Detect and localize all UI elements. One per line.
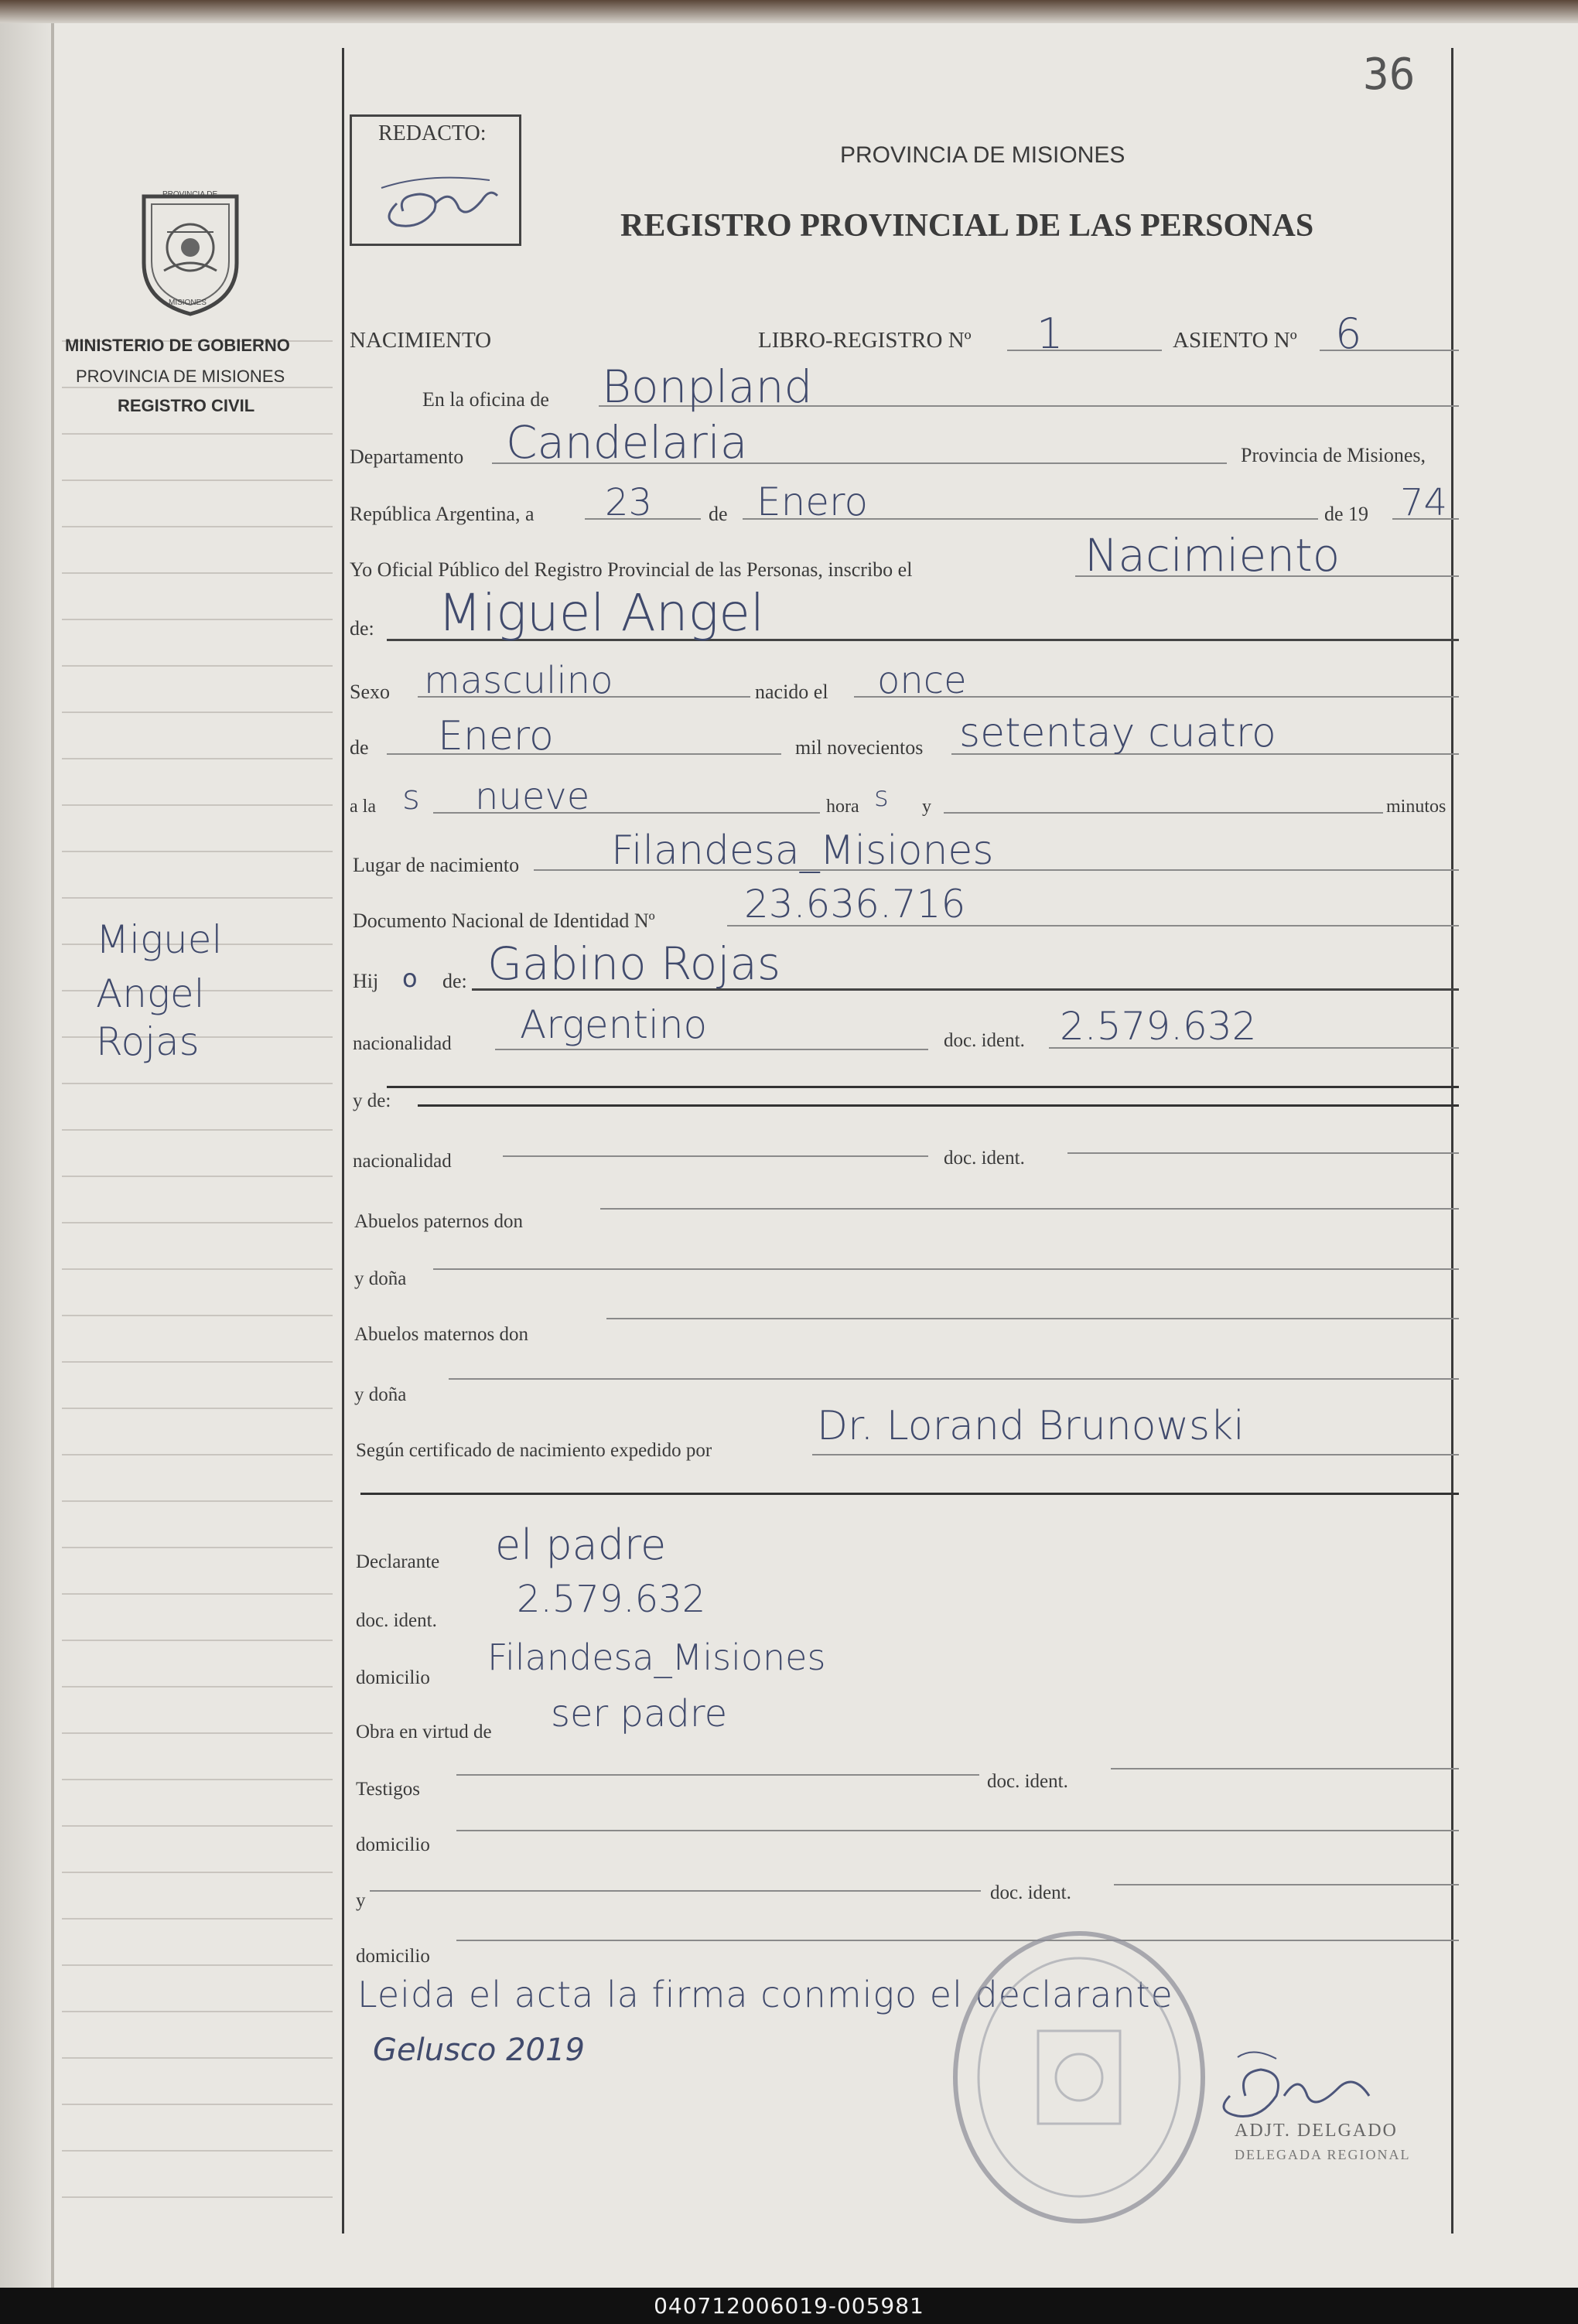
left-column-rule	[342, 48, 344, 2234]
asiento-label: ASIENTO Nº	[1173, 328, 1297, 353]
sidebar-ruled-line	[62, 572, 333, 574]
emblem-top-text: PROVINCIA DE	[162, 190, 218, 199]
ydona1-line	[433, 1268, 1459, 1270]
nacionalidad-label: nacionalidad	[353, 1033, 452, 1054]
father-value: Gabino Rojas	[487, 937, 781, 990]
declarante-doc-value: 2.579.632	[517, 1578, 706, 1621]
domicilio2-line	[456, 1830, 1459, 1831]
docident4-label: doc. ident.	[987, 1771, 1068, 1792]
sexo-label: Sexo	[350, 681, 390, 703]
y2-label: y	[356, 1890, 366, 1911]
sexo-value: masculino	[424, 659, 613, 702]
emblem-icon	[133, 186, 248, 317]
sidebar-ruled-line	[62, 1408, 333, 1409]
docident5-label: doc. ident.	[990, 1882, 1071, 1903]
domicilio2-label: domicilio	[356, 1834, 430, 1855]
redacto-box	[350, 114, 521, 246]
sidebar-ruled-line	[62, 2104, 333, 2105]
mother-line	[418, 1104, 1459, 1107]
oficina-value: Bonpland	[602, 360, 813, 413]
abuelos-mat-line	[606, 1318, 1459, 1319]
ydivider-line	[387, 1086, 1459, 1088]
emblem-bottom-text: MISIONES	[169, 299, 207, 307]
docident-label: doc. ident.	[944, 1030, 1025, 1051]
asiento-value: 6	[1335, 309, 1362, 358]
sidebar-ruled-line	[62, 1454, 333, 1455]
binding-spine	[51, 23, 54, 2288]
sidebar-ruled-line	[62, 1640, 333, 1641]
docident2-label: doc. ident.	[944, 1148, 1025, 1169]
sidebar-ruled-line	[62, 758, 333, 759]
sidebar-ruled-line	[62, 1918, 333, 1920]
domicilio3-label: domicilio	[356, 1946, 430, 1967]
sidebar-ruled-line	[62, 619, 333, 620]
declarante-label: Declarante	[356, 1551, 440, 1572]
sidebar-ruled-line	[62, 1547, 333, 1548]
sidebar-ruled-line	[62, 1500, 333, 1502]
domicilio-label: domicilio	[356, 1667, 430, 1688]
sidebar-ruled-line	[62, 1129, 333, 1131]
abuelos-pat-label: Abuelos paternos don	[354, 1211, 524, 1232]
provincia-label: Provincia de Misiones,	[1241, 444, 1426, 466]
hijo-label: Hij	[353, 970, 379, 992]
abuelos-mat-label: Abuelos maternos don	[354, 1324, 528, 1345]
oficial-label: Yo Oficial Público del Registro Provincial de las Personas, inscribo el	[350, 558, 913, 581]
sidebar-ruled-line	[62, 1779, 333, 1780]
sidebar-ruled-line	[62, 1268, 333, 1270]
margin-name-line1: Miguel	[96, 917, 223, 962]
sidebar-ruled-line	[62, 1222, 333, 1223]
hijo-suffix: o	[402, 964, 418, 993]
de2-label: de	[350, 736, 369, 759]
sidebar-ruled-line	[62, 387, 333, 388]
official-seal-icon	[945, 1923, 1213, 2232]
sidebar-ruled-line	[62, 2057, 333, 2059]
declarante-value: el padre	[495, 1520, 667, 1569]
obra-value: ser padre	[551, 1692, 728, 1735]
name-value: Miguel Angel	[438, 583, 765, 643]
left-margin	[0, 23, 54, 2288]
sidebar-ruled-line	[62, 897, 333, 899]
republica-label: República Argentina, a	[350, 503, 535, 525]
obra-label: Obra en virtud de	[356, 1722, 492, 1742]
hora-label: hora	[826, 797, 859, 817]
sidebar-ruled-line	[62, 526, 333, 527]
y-label: y	[922, 797, 931, 817]
sidebar-ruled-line	[62, 1825, 333, 1827]
lugar-label: Lugar de nacimiento	[353, 854, 520, 876]
month-value: Enero	[757, 479, 869, 524]
sidebar-ruled-line	[62, 433, 333, 435]
sidebar-ruled-line	[62, 1732, 333, 1734]
testigos-label: Testigos	[356, 1779, 420, 1800]
sidebar-ruled-line	[62, 1686, 333, 1688]
nacido-value: once	[877, 659, 967, 702]
day-value: 23	[605, 481, 653, 524]
registry-title: REGISTRO PROVINCIAL DE LAS PERSONAS	[620, 208, 1314, 244]
nacido-label: nacido el	[755, 681, 828, 703]
segun-value: Dr. Lorand Brunowski	[817, 1403, 1245, 1449]
dni-label: Documento Nacional de Identidad Nº	[353, 909, 655, 932]
nacionalidad-line	[495, 1049, 928, 1050]
sidebar-ruled-line	[62, 1964, 333, 1966]
docident5-line	[1114, 1884, 1459, 1885]
libro-value: 1	[1037, 309, 1064, 358]
sidebar-ruled-line	[62, 1176, 333, 1177]
segun-line	[812, 1454, 1459, 1455]
sidebar-ruled-line	[62, 479, 333, 481]
closing-note: Gelusco 2019	[373, 2032, 585, 2068]
sidebar-ministry: MINISTERIO DE GOBIERNO	[65, 336, 290, 355]
y2-line	[370, 1890, 981, 1892]
domicilio-value: Filandesa_Misiones	[487, 1636, 826, 1678]
margin-name-line3: Rojas	[96, 1019, 200, 1064]
segun-label: Según certificado de nacimiento expedido por	[356, 1440, 712, 1461]
abuelos-pat-line	[600, 1208, 1459, 1210]
sidebar-ruled-line	[62, 1593, 333, 1595]
sidebar-province: PROVINCIA DE MISIONES	[76, 367, 285, 386]
sidebar-ruled-line	[62, 1083, 333, 1084]
departamento-value: Candelaria	[506, 416, 748, 469]
hora-suffix: s	[874, 781, 889, 813]
sidebar-ruled-line	[62, 665, 333, 667]
sidebar-ruled-line	[62, 2011, 333, 2012]
ydona1-label: y doña	[354, 1268, 407, 1289]
sidebar-ruled-line	[62, 2196, 333, 2198]
margin-name-line2: Angel	[96, 971, 205, 1016]
mil-label: mil novecientos	[795, 736, 924, 759]
sidebar-ruled-line	[62, 1315, 333, 1316]
alas-label: a la	[350, 797, 376, 817]
sidebar-ruled-line	[62, 1361, 333, 1363]
signature-title: ADJT. DELGADO	[1235, 2121, 1398, 2141]
oficina-label: En la oficina de	[422, 388, 549, 411]
sidebar-ruled-line	[62, 2150, 333, 2152]
inscribo-value: Nacimiento	[1084, 529, 1341, 582]
nacionalidad2-label: nacionalidad	[353, 1151, 452, 1172]
lugar-value: Filandesa_Misiones	[611, 828, 994, 874]
sidebar-registry: REGISTRO CIVIL	[118, 396, 255, 415]
nacionalidad-value: Argentino	[520, 1002, 708, 1047]
page-number: 36	[1363, 49, 1416, 100]
signature-scribble	[1207, 2042, 1392, 2127]
minutos-line	[944, 812, 1383, 814]
docident3-label: doc. ident.	[356, 1610, 437, 1631]
footer-id: 040712006019-005981	[0, 2288, 1578, 2324]
segun-line2	[360, 1493, 1459, 1495]
father-doc-value: 2.579.632	[1060, 1004, 1257, 1049]
closing-text: Leida el acta la firma conmigo el declarante	[357, 1974, 1173, 2015]
sidebar-ruled-line	[62, 851, 333, 852]
sidebar-ruled-line	[62, 1872, 333, 1873]
yde-label: y de:	[353, 1090, 391, 1111]
year-value: 74	[1400, 481, 1448, 524]
nacimiento-label: NACIMIENTO	[350, 328, 492, 353]
province-title: PROVINCIA DE MISIONES	[840, 142, 1125, 168]
libro-label: LIBRO-REGISTRO Nº	[758, 328, 972, 353]
departamento-label: Departamento	[350, 445, 464, 468]
signature-subtitle: DELEGADA REGIONAL	[1235, 2147, 1411, 2162]
hijo-de-label: de:	[442, 970, 467, 992]
birth-year-value: setentay cuatro	[959, 710, 1276, 756]
birth-month-value: Enero	[438, 713, 554, 759]
docident2-line	[1067, 1152, 1459, 1154]
de-label: de	[709, 503, 728, 525]
de-name-label: de:	[350, 617, 374, 640]
de19-label: de 19	[1324, 503, 1369, 525]
sidebar-ruled-line	[62, 712, 333, 713]
testigos-line	[456, 1774, 979, 1776]
redacto-signature	[366, 157, 505, 234]
sidebar-ruled-line	[62, 804, 333, 806]
alas-suffix: s	[402, 778, 420, 817]
nacionalidad2-line	[503, 1155, 928, 1157]
binding-shadow	[0, 0, 1578, 23]
redacto-label: REDACTO:	[378, 121, 487, 145]
libro-line	[1007, 350, 1162, 351]
hora-value: nueve	[475, 775, 590, 818]
dni-value: 23.636.716	[744, 882, 966, 927]
docident4-line	[1111, 1768, 1459, 1769]
ydona2-label: y doña	[354, 1384, 407, 1405]
right-column-rule	[1451, 48, 1453, 2234]
ydona2-line	[449, 1378, 1459, 1380]
minutos-label: minutos	[1386, 797, 1446, 817]
